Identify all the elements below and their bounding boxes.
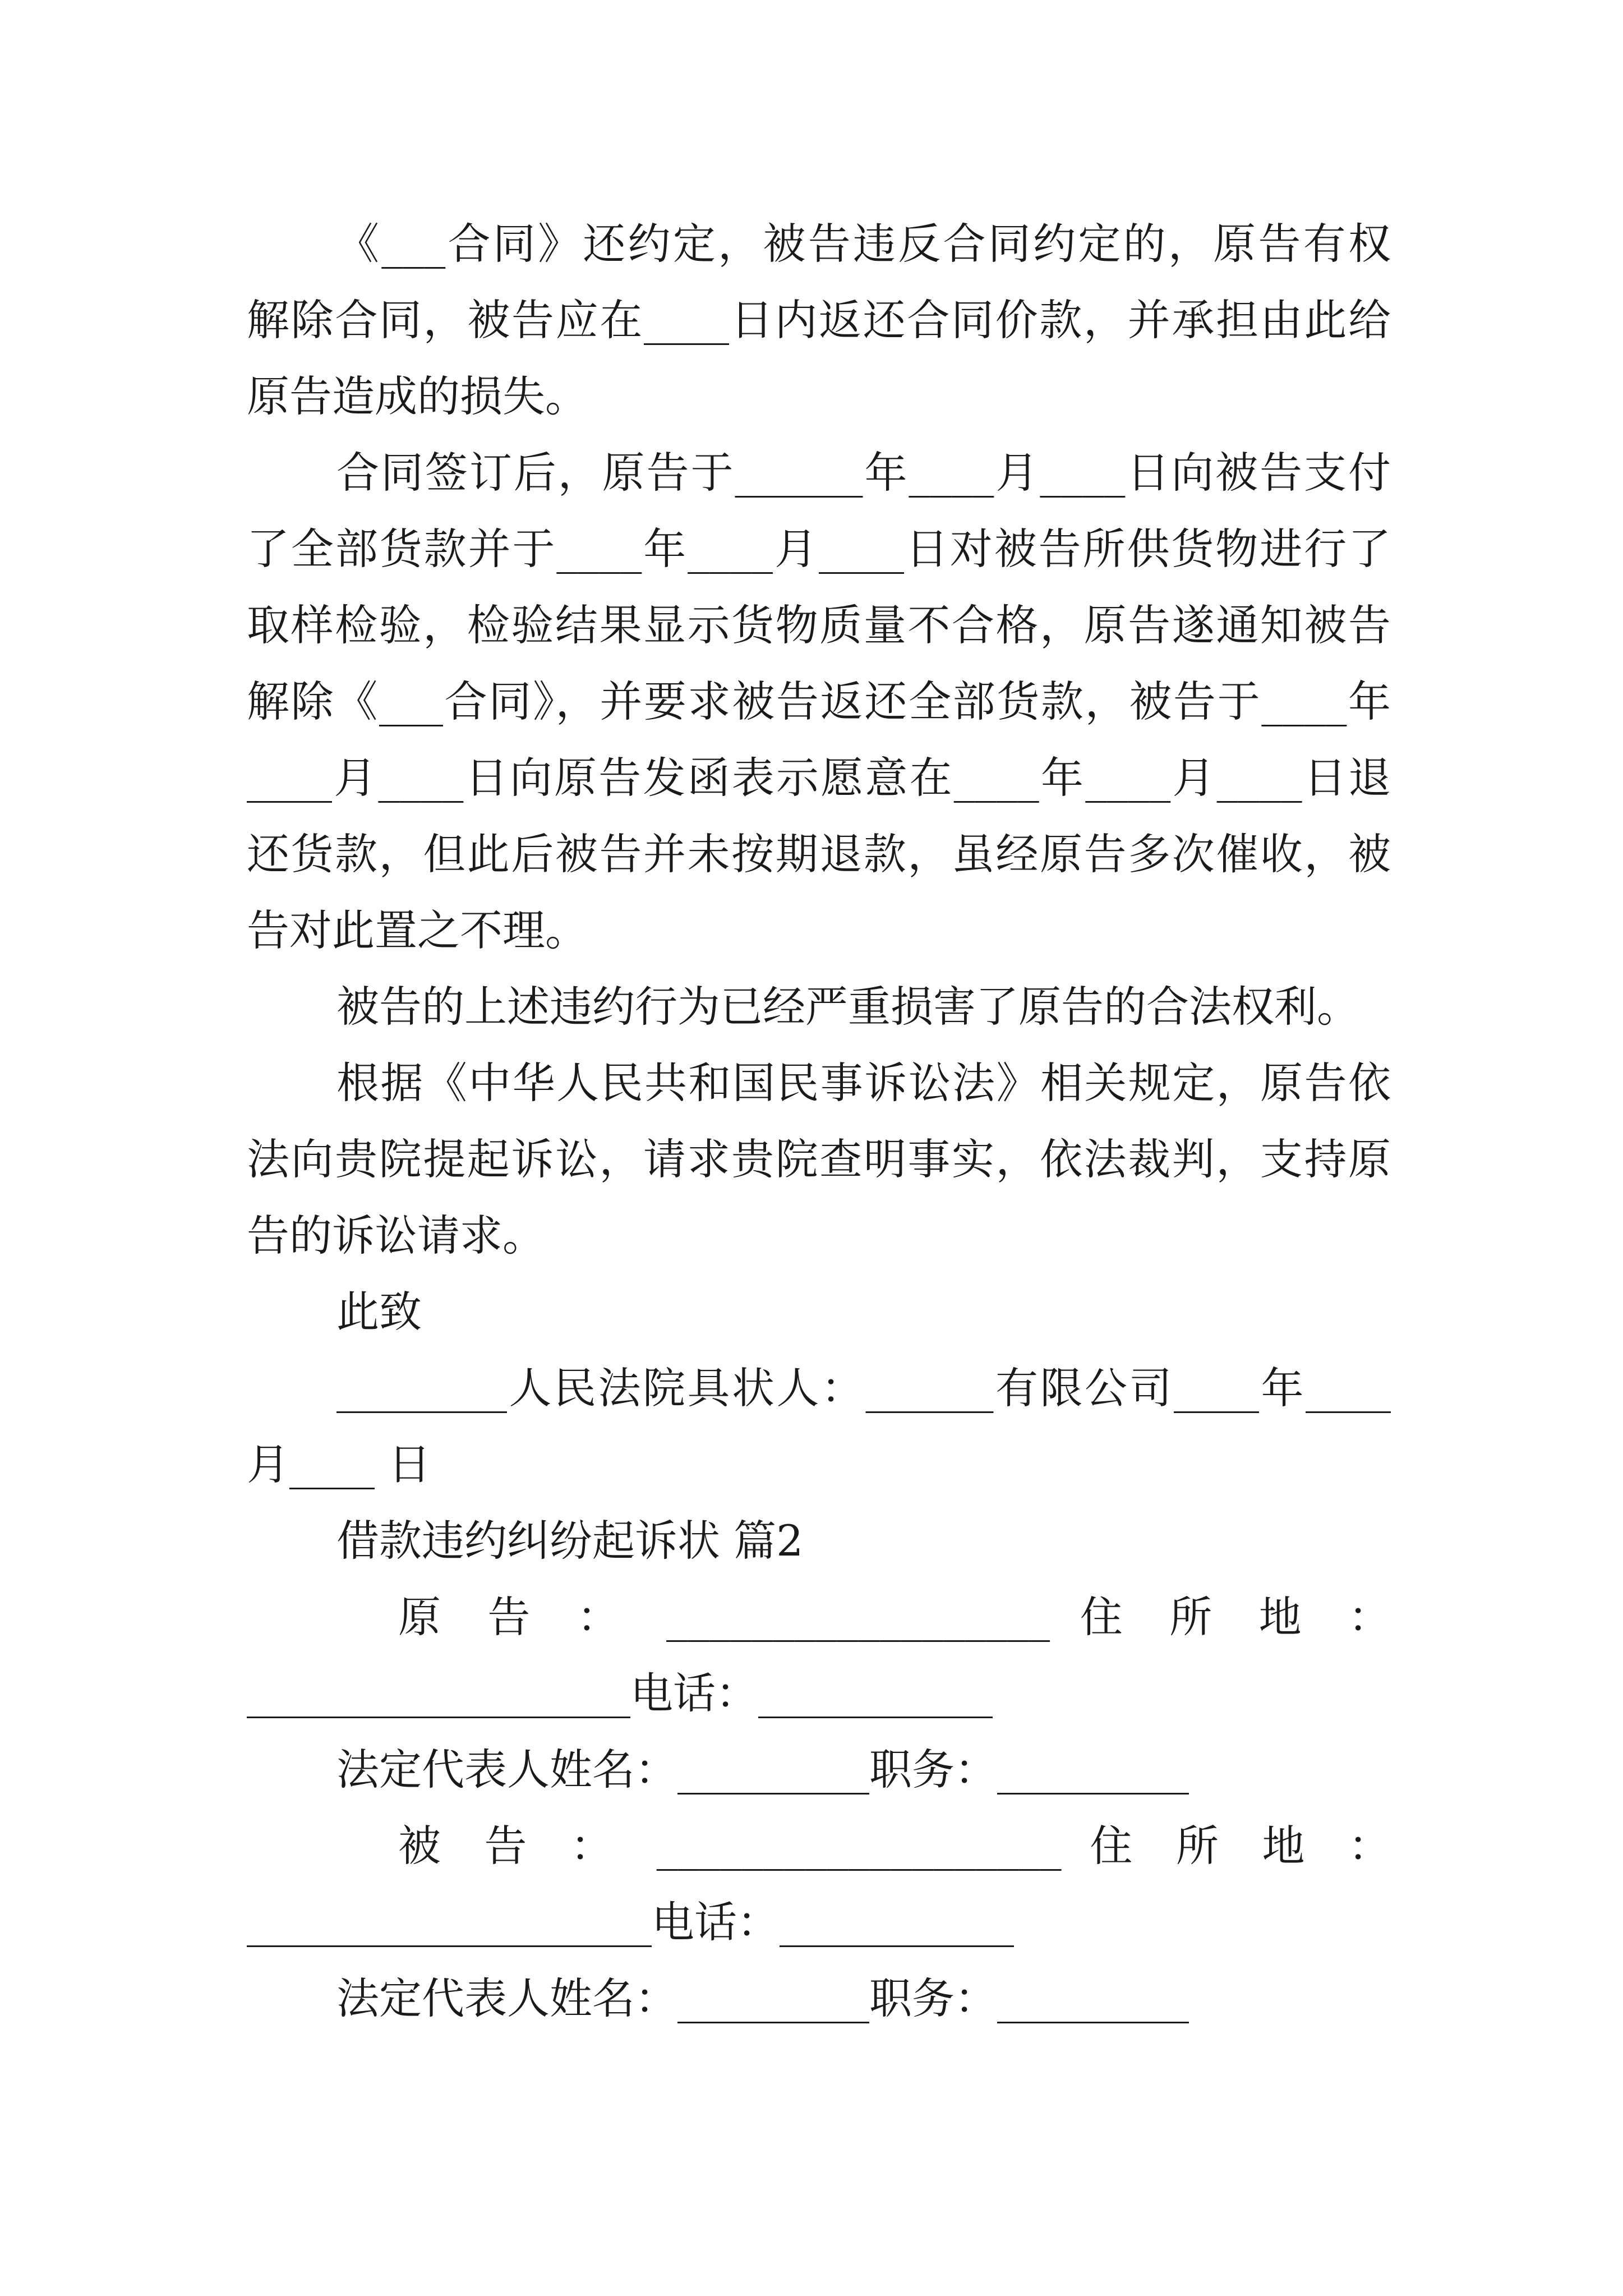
body-line: 取样检验，检验结果显示货物质量不合格，原告遂通知被告 — [247, 600, 1391, 650]
body-line: 解除《___合同》，并要求被告返还全部货款，被告于____年 — [247, 677, 1391, 726]
salutation: 此致 — [336, 1287, 422, 1337]
body-line: 还货款，但此后被告并未按期退款，虽经原告多次催收，被 — [247, 829, 1391, 879]
body-line: 了全部货款并于____年____月____日对被告所供货物进行了 — [247, 524, 1391, 574]
body-line: 《___合同》还约定，被告违反合同约定的，原告有权 — [336, 219, 1391, 269]
body-line: 根据《中华人民共和国民事诉讼法》相关规定，原告依 — [336, 1058, 1391, 1108]
defendant-line: 被 告 ： ___________________ 住 所 地 ： — [398, 1821, 1391, 1871]
body-line: 法向贵院提起诉讼，请求贵院查明事实，依法裁判，支持原 — [247, 1134, 1391, 1184]
body-line: 告对此置之不理。 — [247, 905, 588, 955]
signature-line: ________人民法院具状人：______有限公司____年____ — [336, 1363, 1391, 1413]
body-line: 告的诉讼请求。 — [247, 1211, 545, 1260]
plaintiff-phone-line: __________________电话：___________ — [247, 1668, 993, 1718]
body-line: 被告的上述违约行为已经严重损害了原告的合法权利。 — [336, 982, 1359, 1032]
body-line: 原告造成的损失。 — [247, 371, 588, 421]
signature-date: 月____ 日 — [247, 1439, 431, 1489]
plaintiff-line: 原 告 ： __________________ 住 所 地 ： — [398, 1592, 1391, 1642]
section-heading: 借款违约纠纷起诉状 篇2 — [336, 1516, 804, 1566]
body-line: 合同签订后，原告于______年____月____日向被告支付 — [336, 448, 1391, 498]
defendant-phone-line: ___________________电话：___________ — [247, 1897, 1014, 1947]
defendant-representative-line: 法定代表人姓名：_________职务：_________ — [336, 1973, 1189, 2023]
body-line: ____月____日向原告发函表示愿意在____年____月____日退 — [247, 753, 1391, 803]
plaintiff-representative-line: 法定代表人姓名：_________职务：_________ — [336, 1745, 1189, 1795]
body-line: 解除合同，被告应在____日内返还合同价款，并承担由此给 — [247, 295, 1391, 345]
